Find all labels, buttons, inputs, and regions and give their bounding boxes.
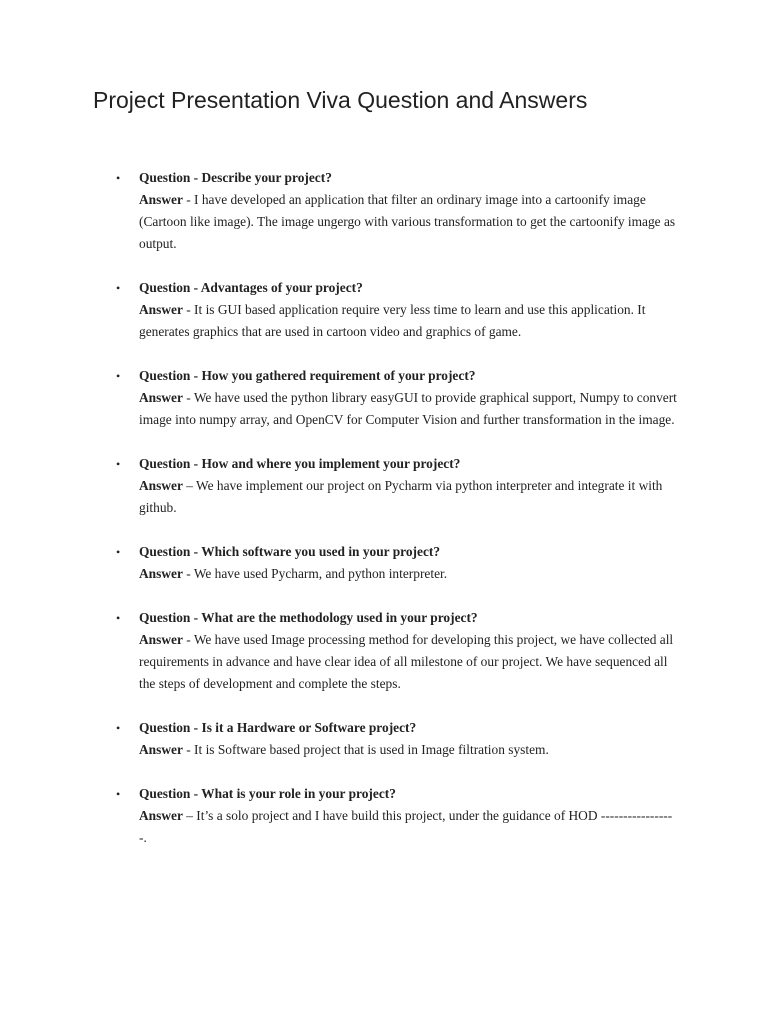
question-text: Question - Describe your project? bbox=[139, 170, 332, 185]
answer-label: Answer bbox=[139, 390, 183, 405]
answer-text bbox=[139, 475, 679, 519]
answer-text bbox=[139, 739, 679, 761]
bullet-icon: • bbox=[116, 787, 121, 801]
qa-item-3 bbox=[0, 365, 679, 431]
qa-item-5 bbox=[0, 541, 679, 585]
page-title: Project Presentation Viva Question and Answers bbox=[93, 87, 588, 113]
question-text: Question - Is it a Hardware or Software project? bbox=[139, 720, 417, 735]
answer-label: Answer bbox=[139, 566, 183, 581]
answer-separator: - bbox=[182, 742, 195, 757]
bullet-icon: • bbox=[116, 281, 121, 295]
question-text: Question - How you gathered requirement of your project? bbox=[139, 368, 476, 383]
answer-body: It is GUI based application require very less time to learn and use this application. It generates graphics that are used in cartoon video and graphics of game. bbox=[139, 302, 646, 339]
qa-item-7 bbox=[0, 717, 679, 761]
answer-text bbox=[139, 805, 679, 849]
qa-item-4 bbox=[0, 453, 679, 519]
answer-label: Answer bbox=[139, 742, 183, 757]
answer-text bbox=[139, 387, 679, 431]
question-text: Question - Advantages of your project? bbox=[139, 280, 363, 295]
answer-separator: - bbox=[182, 390, 194, 405]
answer-label: Answer bbox=[139, 632, 183, 647]
answer-separator: - bbox=[182, 566, 194, 581]
answer-text bbox=[139, 629, 679, 695]
qa-item-6 bbox=[0, 607, 679, 695]
bullet-icon: • bbox=[116, 611, 121, 625]
answer-label: Answer bbox=[139, 192, 183, 207]
answer-text bbox=[139, 189, 679, 255]
bullet-icon: • bbox=[116, 369, 121, 383]
answer-body: We have implement our project on Pycharm via python interpreter and integrate it with github. bbox=[139, 478, 663, 515]
bullet-icon: • bbox=[116, 171, 121, 185]
question-text: Question - Which software you used in your project? bbox=[139, 544, 441, 559]
answer-separator: – bbox=[182, 478, 197, 493]
question-text: Question - What is your role in your project? bbox=[139, 786, 396, 801]
bullet-icon: • bbox=[116, 721, 121, 735]
question-text: Question - How and where you implement your project? bbox=[139, 456, 461, 471]
qa-list bbox=[0, 167, 768, 871]
answer-body: We have used Pycharm, and python interpreter. bbox=[193, 566, 448, 581]
answer-separator: - bbox=[182, 192, 195, 207]
answer-separator: - bbox=[182, 302, 195, 317]
answer-body: It is Software based project that is used in Image filtration system. bbox=[194, 742, 549, 757]
bullet-icon: • bbox=[116, 457, 121, 471]
answer-label: Answer bbox=[139, 478, 183, 493]
qa-item-2 bbox=[0, 277, 679, 343]
answer-separator: - bbox=[182, 632, 194, 647]
answer-body: We have used Image processing method for developing this project, we have collected all requirements in advance and have clear idea of all milestone of our project. We have sequenced all the steps of development and complete the steps. bbox=[139, 632, 674, 691]
answer-label: Answer bbox=[139, 808, 183, 823]
answer-text bbox=[139, 299, 679, 343]
qa-item-8 bbox=[0, 783, 679, 849]
qa-item-1 bbox=[0, 167, 679, 255]
bullet-icon: • bbox=[116, 545, 121, 559]
answer-separator: – bbox=[182, 808, 197, 823]
answer-body: We have used the python library easyGUI to provide graphical support, Numpy to convert image into numpy array, and OpenCV for Computer Vision and further transformation in the image. bbox=[139, 390, 677, 427]
answer-label: Answer bbox=[139, 302, 183, 317]
answer-body: I have developed an application that filter an ordinary image into a cartoonify image (Cartoon like image). The image ungergo with various transformation to get the cartoonify image as output. bbox=[139, 192, 676, 251]
answer-text bbox=[139, 563, 679, 585]
question-text: Question - What are the methodology used in your project? bbox=[139, 610, 478, 625]
answer-body: It’s a solo project and I have build this project, under the guidance of HOD -----------------. bbox=[139, 808, 673, 845]
